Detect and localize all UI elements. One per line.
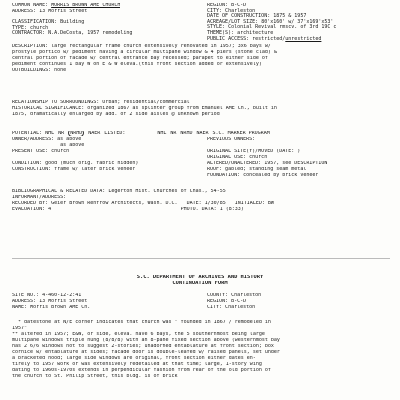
description-line: DESCRIPTION: large rectangular frame church extensively renovated in 1957; 3x6 bays w/: [12, 44, 271, 49]
continuation-body-line: has 2 6/6 windows not to suggest 2-stories; unadorned entablature at front section; box: [12, 344, 274, 349]
bibliography-line: EVALUATION: 4 PHOTO. DATA: 1 (8:33): [12, 207, 244, 212]
left-field: ADDRESS: 13 Morris Street: [12, 9, 88, 14]
bibliography-line: RECORDED BY: Geier Brown Renfrow Architects, Wash. D.C. DATE: 1/30/85 INITIALED: BW: [12, 201, 274, 206]
potential-option: NRHD: [180, 131, 193, 136]
continuation-right-line: COUNTY: Charleston: [207, 293, 262, 298]
use-left-line: PRESENT USE: church: [12, 149, 70, 154]
continuation-body-line: a bracketed hood; large side windows are original, front section either dates en-: [12, 356, 256, 361]
continuation-right-line: REGION: B-C-D: [207, 299, 247, 304]
continuation-left-line: SITE NO.: 4-460-12-2:41: [12, 293, 82, 298]
use-left-line: CONDITION: good (much orig. fabric hidden): [12, 161, 139, 166]
owner-line: OWNER/ADDRESS: as above: [12, 137, 82, 142]
bibliography-line: INFORMANT/ADDRESS:: [12, 195, 67, 200]
potential-line: [12, 131, 392, 136]
text-segment: unrestricted: [285, 35, 322, 42]
text-segment: PUBLIC ACCESS: restricted/: [207, 35, 286, 42]
potential-option: NHL: [45, 131, 55, 136]
text-segment: B-C-D: [231, 3, 247, 8]
potential-option: NR: [58, 131, 65, 136]
text-segment: THEME(S): architecture: [207, 29, 274, 36]
relationship-line: 1875, dramatically enlarged by add. of 2 side aisles @ unknown period: [12, 112, 220, 117]
description-line: pediment continues 1 bay W on E & W eleva.(this front section added or extensively): [12, 62, 262, 67]
use-left-line: CONSTRUCTION: frame w/ later brick veneer: [12, 167, 136, 172]
right-column: [207, 3, 336, 42]
continuation-left-line: ADDRESS: 13 Morris Street: [12, 299, 88, 304]
potential-label: POTENTIAL:: [12, 131, 46, 136]
left-field: CONTRACTOR: N.A.DeCosta, 1957 remodeling: [12, 30, 133, 37]
left-column: [12, 9, 132, 37]
text-segment: COMMON NAME:: [12, 3, 52, 8]
bibliography-line: BIBLIOGRAPHICAL & RELATED DATA: Legerton Hist. Churches of Chas., 54-55: [12, 189, 226, 194]
potential-option: NRHD: [70, 131, 83, 136]
description-line: central portion of facade w/ central entrance bay recessed; parapet to either side of: [12, 56, 268, 61]
potential-option: NAER: [196, 131, 209, 136]
text-segment: CITY: Charleston: [207, 7, 256, 14]
continuation-body-line: multipane windows triple hung (8/8/8) with an 8-pane fixed section above (westernmost bay: [12, 338, 280, 343]
text-segment: STYLE: Colonial Revival rmscv. of 3rd 19C c: [207, 24, 337, 31]
potential-option: S.C. MARKER PROGRAM: [212, 131, 270, 136]
dept-title: S.C. DEPARTMENT OF ARCHIVES AND HISTORY: [136, 275, 264, 280]
text-segment: ACREAGE/LOT SIZE:: [207, 18, 262, 25]
continuation-left-line: NAME: Morris Brown AME Ch.: [12, 305, 91, 310]
use-right-line: ALTERED/UNALTERED: 1957, see DESCRIPTION: [207, 161, 328, 166]
left-field: CLASSIFICATION: Building: [12, 19, 85, 26]
use-right-line: ORIGINAL USE: church: [207, 155, 268, 160]
continuation-body-line: * datestone at N/E corner indicates that church was " founded in 1867 / remodeled in: [12, 320, 271, 325]
owner-line: as above: [12, 143, 85, 148]
continuation-form-title: CONTINUATION FORM: [172, 281, 228, 286]
section-divider: [12, 258, 390, 259]
left-field: TYPE: church: [12, 24, 49, 31]
text-segment: DATE OF CONSTRUCTION: 1875 & 1957: [207, 13, 307, 20]
text-segment: 80'x160' w/ 37'x169'x53': [261, 18, 334, 25]
use-right-line: ORIGINAL SITE(Y)/MOVED (DATE: ): [207, 149, 301, 154]
previous-owners: PREVIOUS OWNERS:: [207, 137, 256, 142]
continuation-body-line: dating to 1960s-1970s extends in perpendicular fashion from rear of the old portion of: [12, 368, 271, 373]
continuation-body-line: the church to St. Philip Street, this bldg. is of brick: [12, 374, 178, 379]
potential-option: NAER: [88, 131, 101, 136]
continuation-body-line: tirely to 1957 work or was extensively redetailed at that time; large, 1-story wing: [12, 362, 262, 367]
relationship-line: HISTORICAL SIGNIFICANCE: organized 1867 as splinter group from Emanuel AME Ch., built in: [12, 106, 277, 111]
common-name-line: [12, 3, 120, 8]
description-line: prostyle portico w/ pediment having a circular multipane window & 4 piers (stone clad) &: [12, 50, 277, 55]
continuation-right-line: CITY: Charleston: [207, 305, 256, 310]
text-segment: MORRIS BROWN AME CHURCH: [51, 3, 121, 8]
potential-option: NHL: [157, 131, 167, 136]
right-field: [207, 37, 336, 43]
potential-option: LISTED:: [104, 131, 126, 136]
continuation-body-line: ** altered in 1957; E&W, or side, eleva. have 6 bays, the 5 southernmost being large: [12, 332, 265, 337]
use-right-line: FOUNDATION: concealed by brick veneer: [207, 173, 319, 178]
continuation-body-line: 1957": [12, 326, 28, 331]
text-segment: REGION:: [207, 3, 232, 8]
relationship-line: RELATIONSHIP TO SURROUNDINGS: Urban; residential/commercial: [12, 100, 190, 105]
potential-option: NR: [170, 131, 177, 136]
use-right-line: ROOF: gabled; standing seam metal: [207, 167, 307, 172]
description-line: OUTBUILDINGS: none: [12, 68, 67, 73]
continuation-body-line: cornice w/ entablature at sides; facade door is double-leafed w/ raised panels, set under: [12, 350, 280, 355]
